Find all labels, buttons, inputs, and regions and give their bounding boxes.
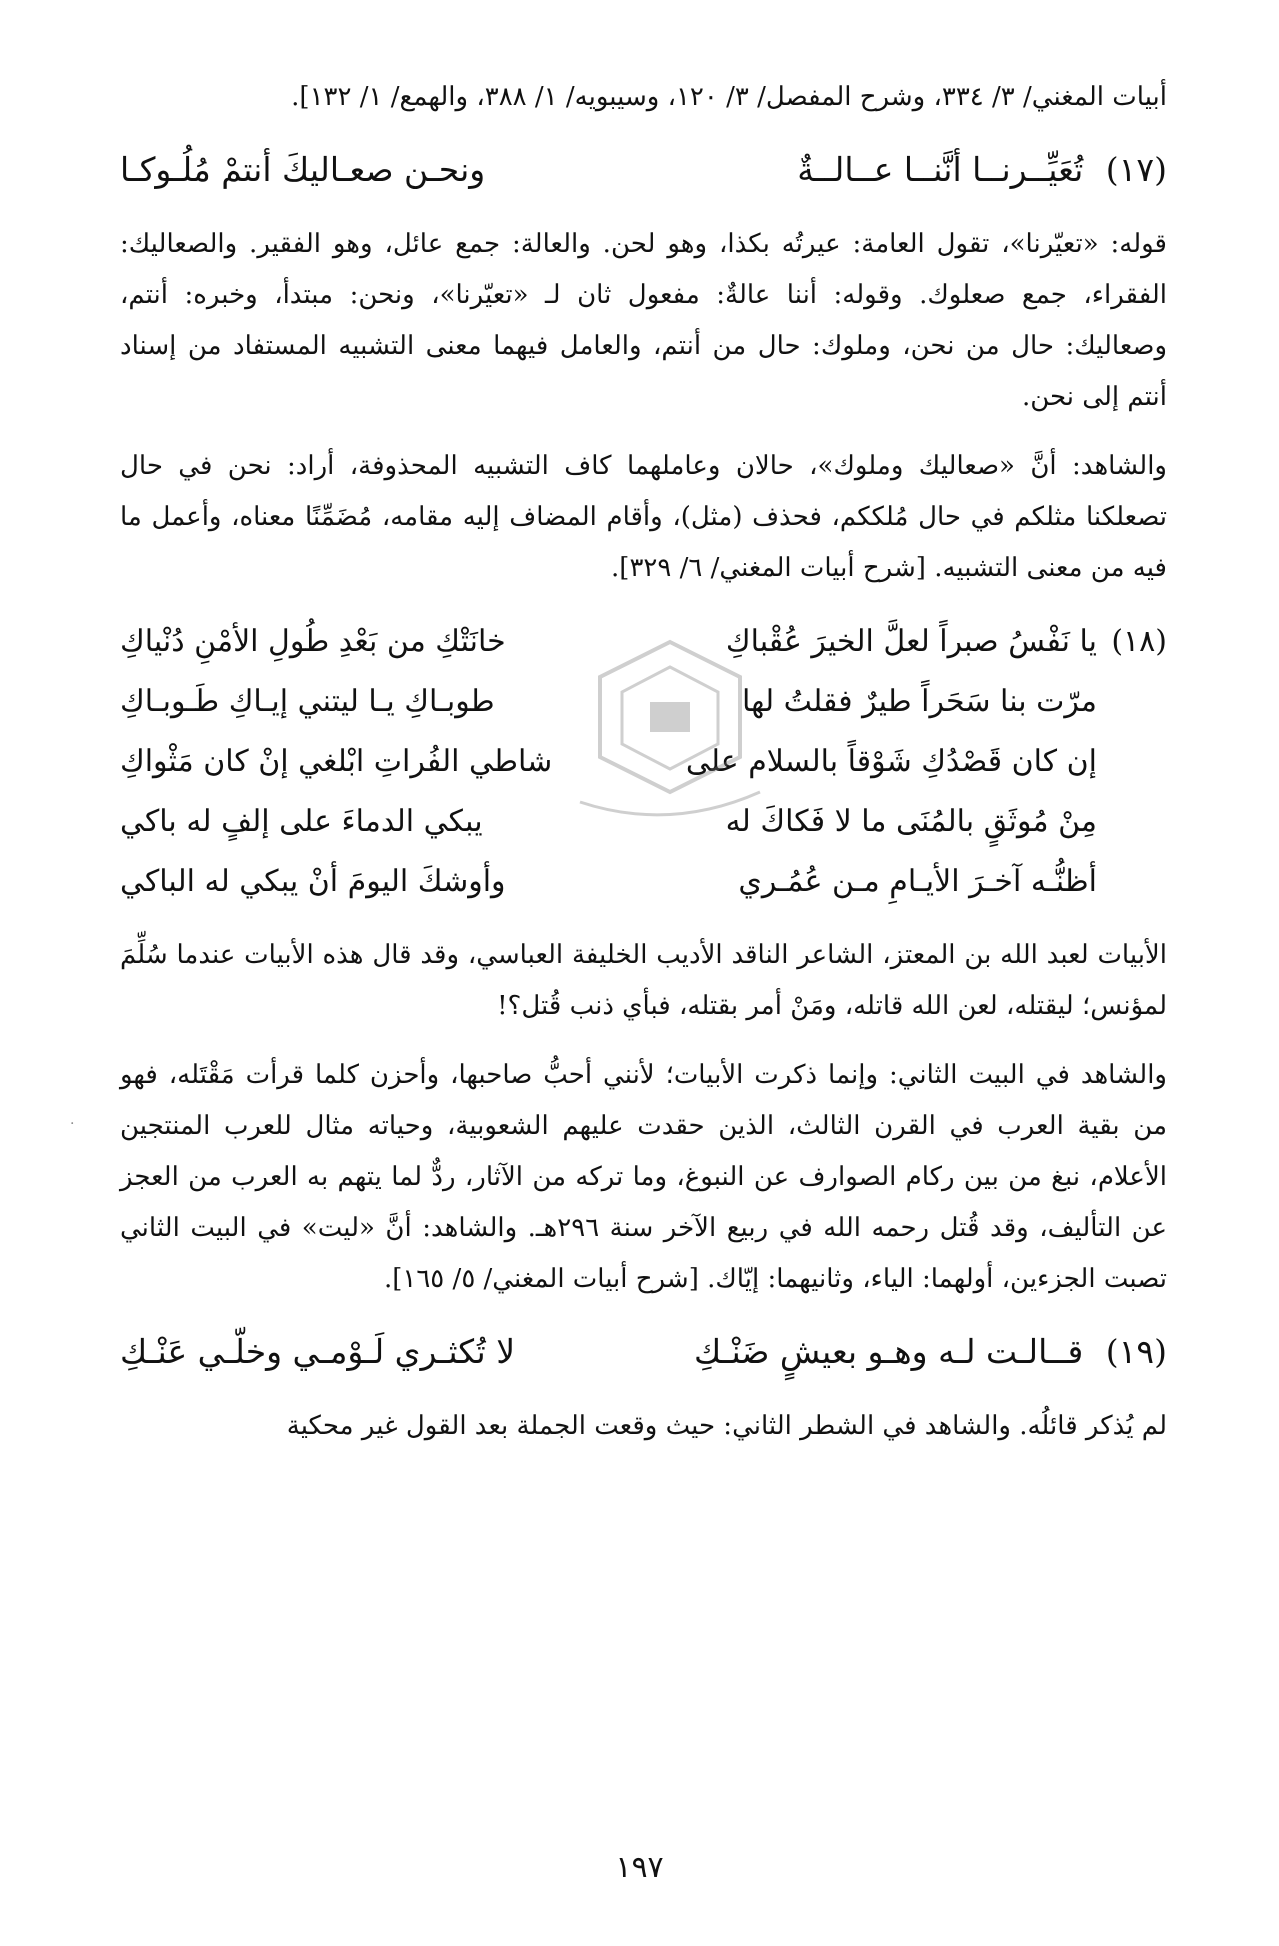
first-hemistich: يا نَفْسُ صبراً لعلَّ الخيرَ عُقْباكِ [725, 624, 1097, 659]
first-hemistich: مِنْ مُوثَقٍ بالمُنَى ما لا فَكاكَ له [725, 804, 1097, 839]
page-number: ١٩٧ [615, 1850, 664, 1885]
verse-first-hemistich: تُعَيِّــرنــا أنَّنــا عــالــةٌ [797, 150, 1084, 189]
reference-line: أبيات المغني/ ٣/ ٣٣٤، وشرح المفصل/ ٣/ ١٢٠، وسيبويه/ ١/ ٣٨٨، والهمع/ ١/ ١٣٢]. [291, 82, 1167, 112]
verse-19 [120, 1323, 1167, 1381]
commentary-paragraph: لم يُذكر قائلُه. والشاهد في الشطر الثاني: حيث وقعت الجملة بعد القول غير محكية [286, 1411, 1167, 1441]
second-hemistich: خانَتْكِ من بَعْدِ طُولِ الأمْنِ دُنْياكِ [120, 624, 506, 659]
second-hemistich: يبكي الدماءَ على إلفٍ له باكي [120, 804, 483, 839]
verse-17 [120, 141, 1167, 199]
first-hemistich: مرّت بنا سَحَراً طيرٌ فقلتُ لها [742, 684, 1097, 719]
attribution-paragraph: الأبيات لعبد الله بن المعتز، الشاعر الناقد الأديب الخليفة العباسي، وقد قال هذه الأبيات عندما سُلِّمَ لمؤنس؛ ليقتله، لعن الله قاتله، ومَنْ أمر بقتله، فبأي ذنب قُتل؟! [120, 940, 1167, 1021]
second-hemistich: شاطي الفُراتِ ابْلغي إنْ كان مَثْواكِ [120, 744, 553, 779]
verse-number: (١٨) [1111, 624, 1167, 659]
evidence-paragraph: والشاهد في البيت الثاني: وإنما ذكرت الأبيات؛ لأنني أحبُّ صاحبها، وأحزن كلما قرأت مَقْتَله، فهو من بقية العرب في القرن الثالث، الذين حقدت عليهم الشعوبية، وحياته مثال للعرب المنتجين الأعلام، نبغ من بين ركام الصوارف عن النبوغ، وما تركه من الآثار، ردٌّ لما يتهم به العرب من العجز عن التأليف، وقد قُتل رحمه الله في ربيع الآخر سنة ٢٩٦هـ. والشاهد: أنَّ «ليت» في البيت الثاني تصبت الجزءين، أولهما: الياء، وثانيهما: إيّاك. [شرح أبيات المغني/ ٥/ ١٦٥]. [120, 1060, 1167, 1294]
verse-first-hemistich: قــالـت لـه وهـو بعيشٍ ضَنْـكِ [693, 1332, 1084, 1371]
second-hemistich: طوبـاكِ يـا ليتني إيـاكِ طَـوبـاكِ [120, 684, 495, 719]
evidence-paragraph: والشاهد: أنَّ «صعاليك وملوك»، حالان وعاملهما كاف التشبيه المحذوفة، أراد: نحن في حال تصعلكنا مثلكم في حال مُلككم، فحذف (مثل)، وأقام المضاف إليه مقامه، مُضَمِّنًا معناه، وأعمل ما فيه من معنى التشبيه. [شرح أبيات المغني/ ٦/ ٣٢٩]. [120, 451, 1167, 583]
verse-number: (١٩) [1105, 1332, 1167, 1371]
second-hemistich: وأوشكَ اليومَ أنْ يبكي له الباكي [120, 864, 506, 899]
verse-number: (١٧) [1105, 150, 1167, 189]
verse-second-hemistich: ونحـن صعـاليكَ أنتمْ مُلُـوكـا [120, 150, 486, 189]
commentary-paragraph: قوله: «تعيّرنا»، تقول العامة: عيرتُه بكذا، وهو لحن. والعالة: جمع عائل، وهو الفقير. والصعاليك: الفقراء، جمع صعلوك. وقوله: أننا عالةٌ: مفعول ثان لـ «تعيّرنا»، ونحن: مبتدأ، وخبره: أنتم، وصعاليك: حال من نحن، وملوك: حال من أنتم، والعامل فيهما معنى التشبيه المستفاد من إسناد أنتم إلى نحن. [120, 229, 1167, 412]
poem-line [120, 852, 1167, 912]
library-seal-watermark [560, 632, 780, 832]
scan-speck: · [70, 1116, 75, 1132]
first-hemistich: أظنُّـه آخـرَ الأيـامِ مـن عُمُـري [738, 864, 1097, 899]
verse-second-hemistich: لا تُكثـري لَـوْمـي وخلّـي عَنْـكِ [120, 1332, 516, 1371]
first-hemistich: إن كان قَصْدُكِ شَوْقاً بالسلام على [685, 744, 1097, 779]
poem-18 [120, 612, 1167, 912]
